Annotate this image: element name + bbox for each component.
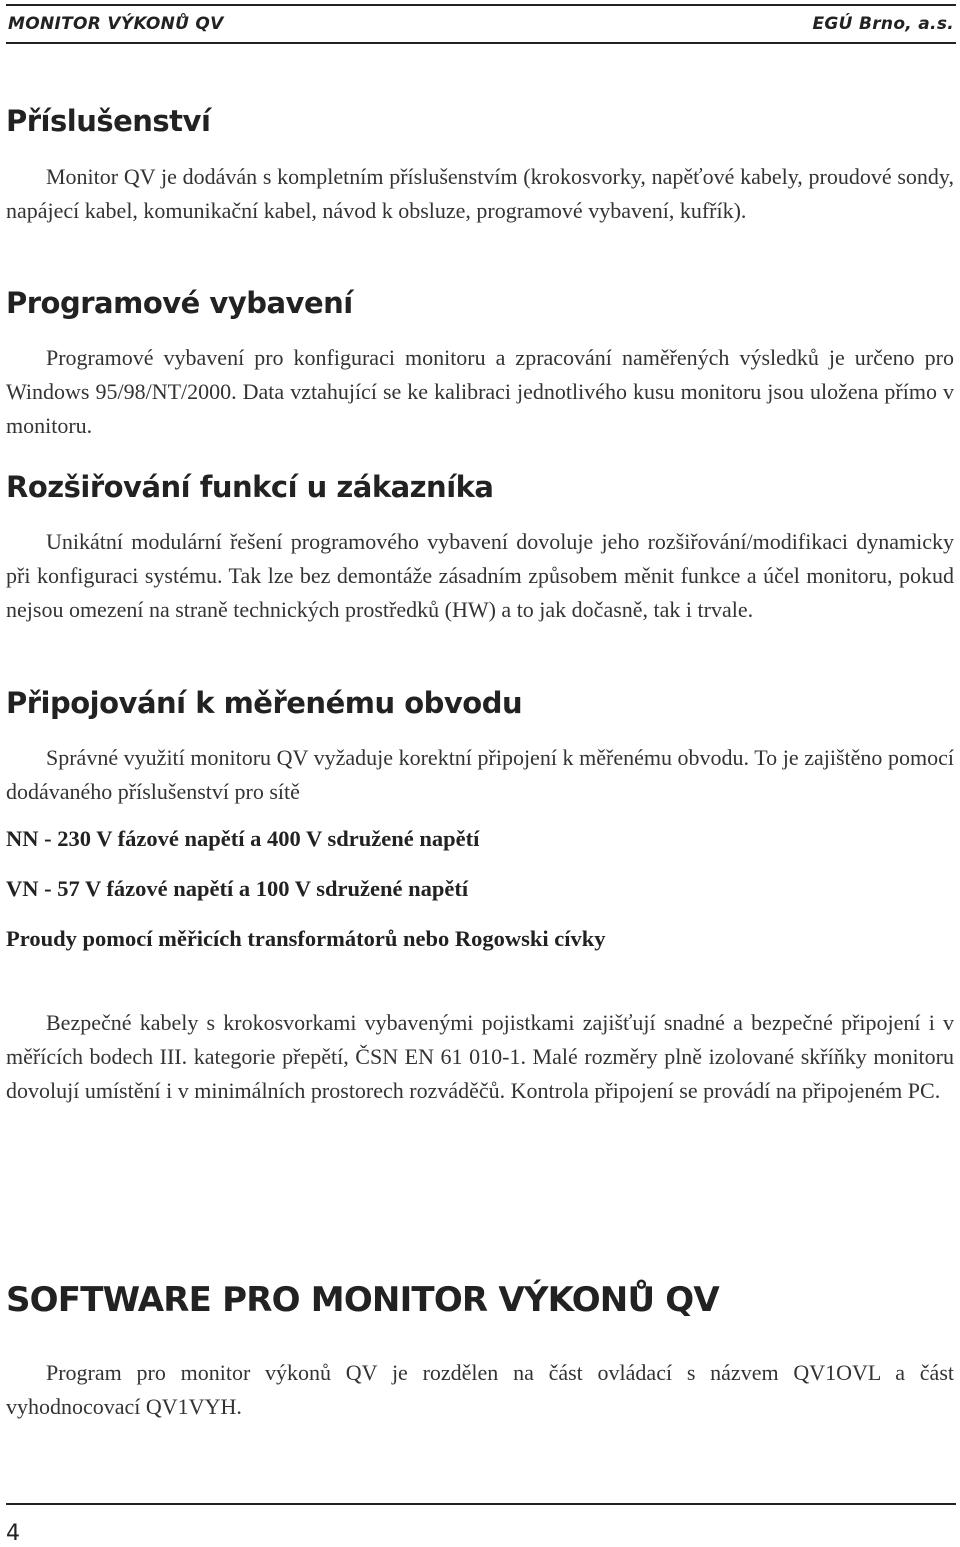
heading-accessories: Příslušenství [6,104,211,138]
heading-extension: Rozšiřování funkcí u zákazníka [6,470,494,504]
heading-software: Programové vybavení [6,286,353,320]
header-company: EGÚ Brno, a.s. [812,14,954,34]
paragraph-safety: Bezpečné kabely s krokosvorkami vybavenými pojistkami zajišťují snadné a bezpečné připojení i v měřících bodech III. kategorie přepětí, ČSN EN 61 010-1. Malé rozměry plně izolované skříňky monitoru dovolují umístění i v minimálních prostorech rozváděčů. Kontrola připojení se provádí na připojeném PC. [6,1010,954,1103]
paragraph-program: Program pro monitor výkonů QV je rozdělen na část ovládací s názvem QV1OVL a část vyhodnocovací QV1VYH. [6,1360,954,1419]
paragraph-accessories: Monitor QV je dodáván s kompletním příslušenstvím (krokosvorky, napěťové kabely, proudové sondy, napájecí kabel, komunikační kabel, návod k obsluze, programové vybavení, kufřík). [6,164,954,223]
heading-connection: Připojování k měřenému obvodu [6,686,523,720]
header-title: MONITOR VÝKONŮ QV [8,14,224,34]
heading-software-monitor: SOFTWARE PRO MONITOR VÝKONŮ QV [6,1280,719,1320]
paragraph-connection: Správné využití monitoru QV vyžaduje korektní připojení k měřenému obvodu. To je zajištěno pomocí dodávaného příslušenství pro sítě [6,745,954,804]
network-item-nn: NN - 230 V fázové napětí a 400 V sdružené napětí [6,826,480,851]
network-item-current: Proudy pomocí měřicích transformátorů nebo Rogowski cívky [6,926,606,951]
paragraph-extension: Unikátní modulární řešení programového vybavení dovoluje jeho rozšiřování/modifikaci dynamicky při konfiguraci systému. Tak lze bez demontáže zásadním způsobem měnit funkce a účel monitoru, pokud nejsou omezení na straně technických prostředků (HW) a to jak dočasně, tak i trvale. [6,529,954,622]
paragraph-software: Programové vybavení pro konfiguraci monitoru a zpracování naměřených výsledků je určeno pro Windows 95/98/NT/2000. Data vztahující se ke kalibraci jednotlivého kusu monitoru jsou uložena přímo v monitoru. [6,345,954,438]
page-number: 4 [6,1503,956,1546]
network-item-vn: VN - 57 V fázové napětí a 100 V sdružené napětí [6,876,469,901]
page-header [6,4,956,44]
